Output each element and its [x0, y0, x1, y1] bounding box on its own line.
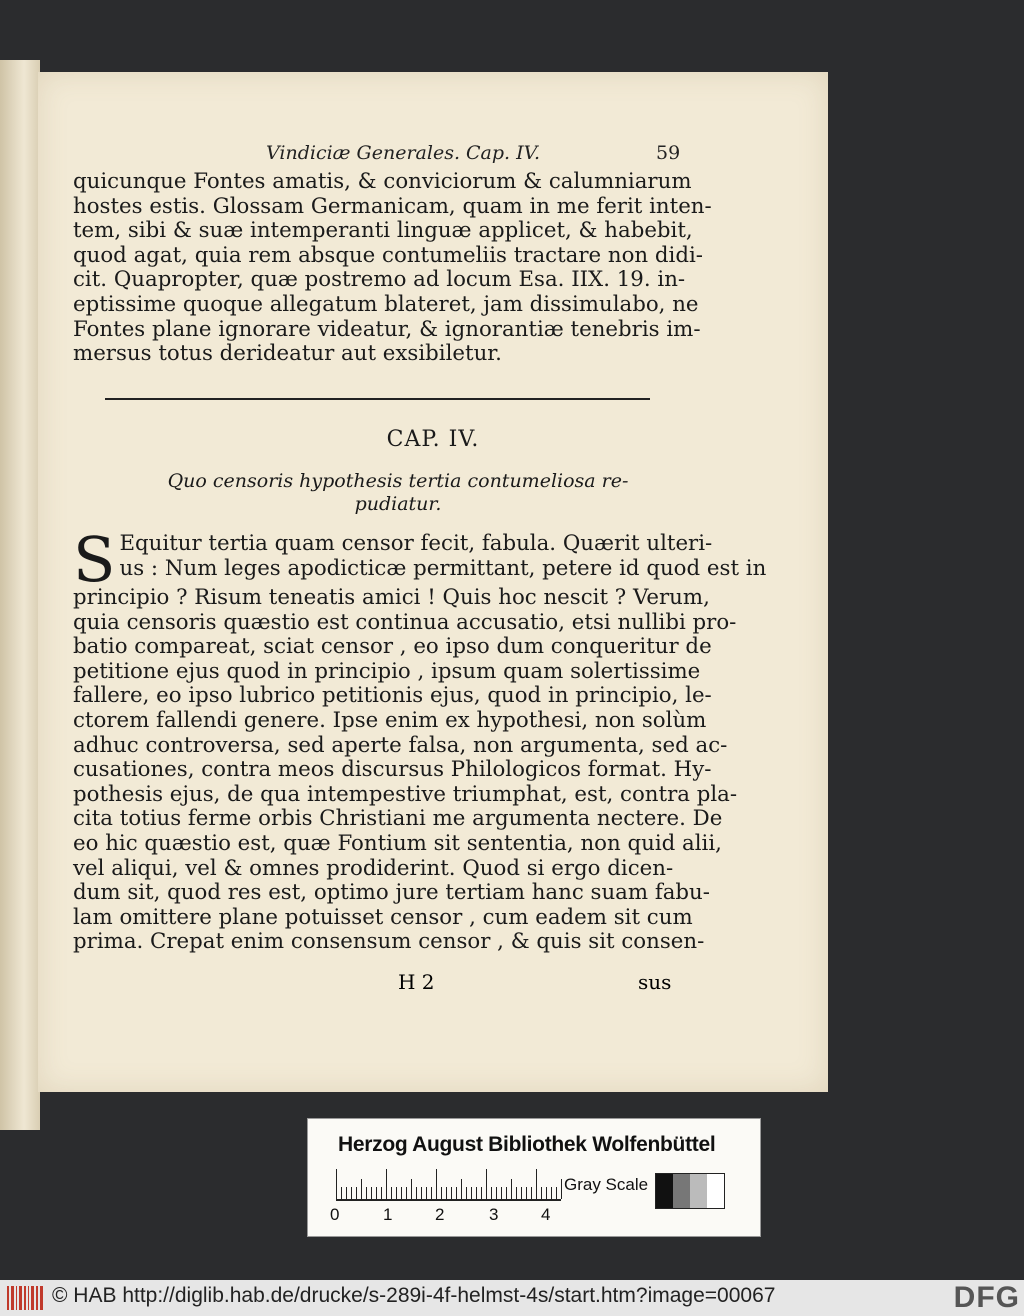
body-line: dum sit, quod res est, optimo jure tertiam hanc suam fabu-: [73, 880, 710, 906]
book-page: [38, 72, 828, 1092]
body-line: quia censoris quæstio est continua accusatio, etsi nullibi pro-: [73, 609, 737, 635]
ruler-tick: [451, 1187, 452, 1199]
body-line: vel aliqui, vel & omnes prodiderint. Quod si ergo dicen-: [73, 855, 674, 881]
body-line: adhuc controversa, sed aperte falsa, non argumenta, sed ac-: [73, 732, 728, 758]
ruler-tick: [371, 1187, 372, 1199]
body-line: mersus totus derideatur aut exsibiletur.: [73, 341, 502, 367]
ruler-tick: [461, 1179, 462, 1199]
body-line: Fontes plane ignorare videatur, & ignorantiæ tenebris im-: [73, 316, 701, 342]
ruler-tick: [361, 1179, 362, 1199]
body-line: batio compareat, sciat censor , eo ipso dum conqueritur de: [73, 634, 712, 660]
body-line: tem, sibi & suæ intemperanti linguæ applicet, & habebit,: [73, 218, 693, 244]
ruler-tick: [421, 1187, 422, 1199]
scale-number: 0: [330, 1205, 340, 1224]
body-line: prima. Crepat enim consensum censor , & quis sit consen-: [73, 929, 705, 955]
gray-patch: [707, 1174, 724, 1208]
ruler-tick: [556, 1187, 557, 1199]
body-line: Equitur tertia quam censor fecit, fabula. Quærit ulteri-: [119, 531, 713, 556]
top-paragraph: [73, 169, 712, 367]
section-divider: [105, 398, 650, 400]
ruler-tick: [511, 1179, 512, 1199]
ruler-tick: [521, 1187, 522, 1199]
gray-patch: [673, 1174, 690, 1208]
scale-number: 2: [435, 1205, 445, 1224]
ruler-tick: [516, 1187, 517, 1199]
ruler-tick: [526, 1187, 527, 1199]
ruler-tick: [346, 1187, 347, 1199]
gray-scale-patches: [655, 1173, 725, 1209]
library-name: Herzog August Bibliothek Wolfenbüttel: [338, 1133, 716, 1156]
body-lines: [73, 585, 738, 955]
body-line: pothesis ejus, de qua intempestive triumphat, est, contra pla-: [73, 781, 738, 807]
chapter-subtitle-line-2: pudiatur.: [354, 493, 442, 515]
chapter-body: [73, 523, 767, 955]
scale-number: 3: [489, 1205, 499, 1224]
body-line: eptissime quoque allegatum blateret, jam dissimulabo, ne: [73, 291, 699, 317]
ruler-tick: [446, 1187, 447, 1199]
body-line: ctorem fallendi genere. Ipse enim ex hypothesi, non solùm: [73, 707, 707, 733]
ruler-tick: [386, 1169, 387, 1199]
body-line: quod agat, quia rem absque contumeliis tractare non didi-: [73, 242, 704, 268]
ruler-tick: [481, 1187, 482, 1199]
ruler-tick: [356, 1187, 357, 1199]
color-target-card: [307, 1118, 761, 1237]
ruler-tick: [366, 1187, 367, 1199]
body-line: lam omittere plane potuisset censor , cum eadem sit cum: [73, 904, 693, 930]
footer-bar: [0, 1280, 1024, 1316]
drop-cap: S: [73, 523, 116, 596]
gray-patch: [656, 1174, 673, 1208]
gray-scale-label: Gray Scale: [564, 1175, 649, 1194]
body-line: quicunque Fontes amatis, & conviciorum & calumniarum: [73, 169, 692, 194]
ruler-tick: [491, 1187, 492, 1199]
chapter-subtitle: [118, 470, 678, 516]
scale-ruler: [336, 1169, 561, 1201]
barcode-icon: [6, 1284, 46, 1312]
ruler-tick: [531, 1187, 532, 1199]
ruler-tick: [426, 1187, 427, 1199]
chapter-title: CAP. IV.: [386, 427, 480, 452]
ruler-tick: [476, 1187, 477, 1199]
ruler-tick: [441, 1187, 442, 1199]
scale-number: 4: [541, 1205, 551, 1224]
gray-patch: [690, 1174, 707, 1208]
ruler-tick: [431, 1187, 432, 1199]
dfg-logo: DFG: [953, 1281, 1020, 1314]
ruler-tick: [391, 1187, 392, 1199]
body-line: fallere, eo ipso lubrico petitionis ejus, quod in principio, le-: [73, 683, 712, 709]
body-line: principio ? Risum teneatis amici ! Quis hoc nescit ? Verum,: [73, 585, 710, 610]
ruler-tick: [551, 1187, 552, 1199]
ruler-tick: [506, 1187, 507, 1199]
signature-mark: H 2: [398, 970, 435, 994]
ruler-tick: [546, 1187, 547, 1199]
ruler-tick: [416, 1187, 417, 1199]
ruler-tick: [401, 1187, 402, 1199]
ruler-tick: [501, 1187, 502, 1199]
ruler-tick: [351, 1187, 352, 1199]
ruler-tick: [496, 1187, 497, 1199]
ruler-tick: [536, 1169, 537, 1199]
ruler-tick: [541, 1187, 542, 1199]
body-line: cita totius ferme orbis Christiani me argumenta nectere. De: [73, 806, 723, 832]
body-line: cit. Quapropter, quæ postremo ad locum Esa. IIX. 19. in-: [73, 267, 686, 293]
body-line: petitione ejus quod in principio , ipsum quam solertissime: [73, 658, 701, 684]
copyright-url[interactable]: © HAB http://diglib.hab.de/drucke/s-289i-4f-helmst-4s/start.htm?image=00067: [52, 1284, 776, 1307]
scale-number: 1: [383, 1205, 393, 1224]
chapter-subtitle-line-1: Quo censoris hypothesis tertia contumeliosa re-: [167, 470, 629, 492]
body-line: eo hic quæstio est, quæ Fontium sit sententia, non quid alii,: [73, 830, 722, 856]
body-line: cusationes, contra meos discursus Philologicos format. Hy-: [73, 757, 712, 783]
ruler-tick: [456, 1187, 457, 1199]
ruler-tick: [486, 1169, 487, 1199]
body-line: us : Num leges apodicticæ permittant, petere id quod est in: [119, 555, 767, 581]
running-head: Vindiciæ Generales. Cap. IV.: [266, 142, 541, 164]
left-page-edge: [0, 60, 40, 1130]
ruler-tick: [381, 1187, 382, 1199]
ruler-tick: [396, 1187, 397, 1199]
ruler-tick: [561, 1179, 562, 1199]
ruler-tick: [471, 1187, 472, 1199]
ruler-tick: [376, 1187, 377, 1199]
catchword: sus: [638, 970, 672, 994]
body-line: hostes estis. Glossam Germanicam, quam in me ferit inten-: [73, 193, 712, 219]
ruler-tick: [466, 1187, 467, 1199]
ruler-tick: [411, 1179, 412, 1199]
page-number: 59: [656, 142, 681, 164]
ruler-tick: [436, 1169, 437, 1199]
ruler-tick: [406, 1187, 407, 1199]
ruler-tick: [336, 1169, 337, 1199]
ruler-tick: [341, 1187, 342, 1199]
